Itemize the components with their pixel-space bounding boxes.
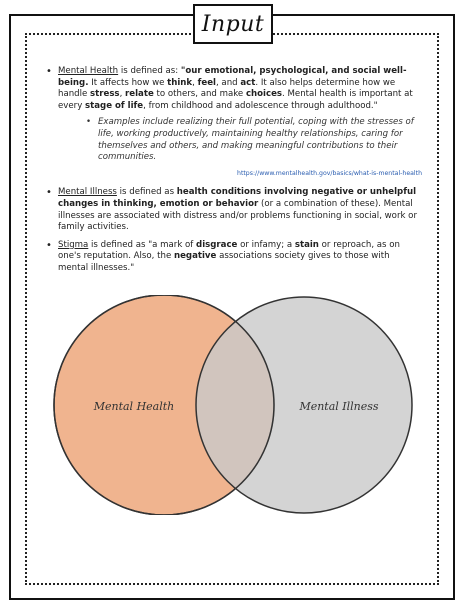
mental-health-examples: • Examples include realizing their full potential, coping with the stresses of life, working productively, maintaining healthy relationships, caring for themselves and others, and making meaningful contributions to their communities.	[84, 117, 422, 163]
venn-diagram	[44, 295, 424, 515]
source-link[interactable]: https://www.mentalhealth.gov/basics/what-is-mental-health	[237, 169, 422, 177]
venn-label-mental-illness: Mental Illness	[299, 400, 379, 413]
text: . Mental health is important at every	[58, 89, 413, 111]
stigma-definition	[44, 240, 422, 275]
term-mental-illness: Mental Illness	[58, 187, 117, 198]
keyword: stain	[294, 239, 319, 250]
text: associations society gives to those with mental illnesses."	[58, 251, 390, 273]
definition-quote: "our emotional, psychological, and social well-being.	[58, 66, 407, 88]
text: ,	[192, 77, 198, 88]
text: (or a combination of these). Mental illnesses are associated with distress and/or problems functioning in social, work or family activities.	[58, 198, 417, 233]
term-mental-health: Mental Health	[58, 66, 119, 76]
definitions	[44, 66, 422, 281]
keyword: think	[167, 77, 193, 88]
venn-label-mental-health: Mental Health	[93, 400, 175, 413]
venn-svg	[44, 295, 424, 515]
text: ,	[119, 89, 126, 100]
text: or reproach, as on one's reputation. Also, the	[58, 239, 400, 262]
text: is defined as	[116, 187, 177, 198]
definition-bold: health conditions involving negative or unhelpful changes in thinking, emotion or behavior	[58, 187, 417, 209]
mental-illness-definition	[44, 187, 422, 233]
text: It affects how we	[88, 77, 168, 88]
keyword: stress	[90, 89, 120, 100]
text: , from childhood and adolescence through adulthood."	[143, 100, 378, 111]
keyword: choices	[245, 89, 283, 100]
text: is defined as "a mark of	[88, 239, 197, 250]
text: is defined as:	[118, 66, 181, 76]
text: or infamy; a	[237, 239, 295, 250]
text: to others, and make	[153, 89, 246, 100]
term-stigma: Stigma	[58, 239, 89, 250]
title-box	[193, 4, 273, 44]
text: . It also helps determine how we handle	[58, 77, 396, 100]
mental-health-definition	[44, 66, 422, 179]
keyword: relate	[125, 89, 154, 100]
text: , and	[215, 77, 241, 88]
page-title: Input	[201, 11, 265, 37]
keyword: stage of life	[85, 100, 144, 111]
keyword: act	[240, 77, 256, 88]
keyword: feel	[197, 77, 216, 88]
keyword: negative	[173, 251, 217, 262]
keyword: disgrace	[196, 239, 238, 250]
